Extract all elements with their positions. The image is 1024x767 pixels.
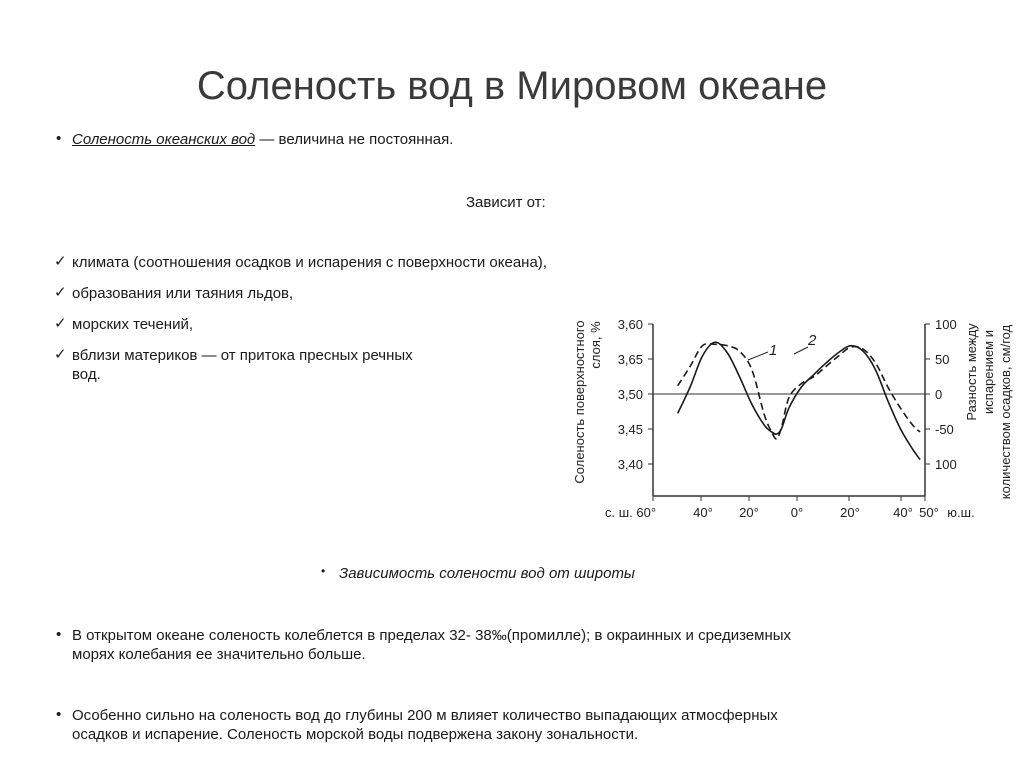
right-axis-label: испарением и <box>981 330 996 414</box>
bullet-dot: • <box>56 626 62 643</box>
left-axis-label: Соленость поверхностного <box>572 320 587 484</box>
factor-item-continuation: вод. <box>72 366 101 383</box>
x-tick-label: ю.ш. <box>947 505 975 520</box>
paragraph-line: Особенно сильно на соленость вод до глубины 200 м влияет количество выпадающих атмосферных <box>72 707 778 724</box>
left-tick-label: 3,60 <box>617 317 643 332</box>
paragraph-line: морях колебания ее значительно больше. <box>72 646 366 663</box>
slide-title: Соленость вод в Мировом океане <box>196 64 828 108</box>
right-axis-label: Разность между <box>964 323 979 421</box>
left-axis-label: слоя, % <box>588 321 603 369</box>
x-tick-label: 40° <box>893 505 913 520</box>
left-tick-label: 3,40 <box>617 457 643 472</box>
series-label-1: 1 <box>769 342 778 359</box>
bullet-dot: • <box>56 130 62 147</box>
right-tick-label: 50 <box>935 352 950 367</box>
x-tick-label: 40° <box>693 505 713 520</box>
definition-term: Соленость океанских вод <box>72 131 256 148</box>
series-line-1 <box>678 342 920 459</box>
right-tick-label: 100 <box>935 457 957 472</box>
right-tick-label: 0 <box>935 387 943 402</box>
left-tick-label: 3,45 <box>617 422 643 437</box>
x-tick-label: 20° <box>840 505 860 520</box>
right-tick-label: 100 <box>935 317 957 332</box>
right-tick-label: -50 <box>935 422 954 437</box>
check-icon: ✓ <box>54 284 67 301</box>
x-tick-label: 50° <box>919 505 939 520</box>
factor-item: вблизи материков — от притока пресных речных <box>72 347 413 364</box>
check-icon: ✓ <box>54 253 67 270</box>
paragraph-line: В открытом океане соленость колеблется в пределах 32- 38‰(промилле); в окраинных и средиземных <box>72 627 792 644</box>
factor-item: климата (соотношения осадков и испарения с поверхности океана), <box>72 254 547 271</box>
factor-item: морских течений, <box>72 316 194 333</box>
salinity-latitude-chart <box>560 300 1024 530</box>
figure-caption: Зависимость солености вод от широты <box>339 565 635 582</box>
bullet-dot: • <box>321 564 326 578</box>
series-label-leader-2 <box>794 347 808 354</box>
depends-on-label: Зависит от: <box>466 194 546 211</box>
factor-item: образования или таяния льдов, <box>72 285 294 302</box>
series-label-leader-1 <box>748 352 768 360</box>
series-label-2: 2 <box>808 332 817 349</box>
x-tick-label: с. ш. 60° <box>605 505 657 520</box>
x-tick-label: 0° <box>790 505 804 520</box>
definition-line <box>72 130 453 149</box>
check-icon: ✓ <box>54 346 67 363</box>
left-tick-label: 3,65 <box>617 352 643 367</box>
right-axis-label: количеством осадков, см/год <box>998 324 1013 500</box>
bullet-dot: • <box>56 706 62 723</box>
x-tick-label: 20° <box>739 505 759 520</box>
left-tick-label: 3,50 <box>617 387 643 402</box>
check-icon: ✓ <box>54 315 67 332</box>
paragraph-line: осадков и испарение. Соленость морской воды подвержена закону зональности. <box>72 726 639 743</box>
definition-rest: — величина не постоянная. <box>255 131 454 148</box>
